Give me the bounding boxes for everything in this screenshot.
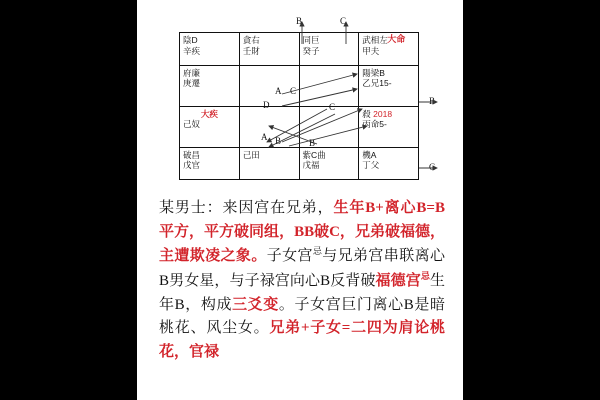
axis-label-c-right: C xyxy=(429,162,436,172)
para-seg-9: 兄弟+子女=二四为肩论桃花，官禄 xyxy=(159,320,445,361)
para-seg-5: 福德宫 xyxy=(375,273,421,290)
table-row xyxy=(180,65,419,106)
para-seg-1: 某男士：来因宫在兄弟， xyxy=(159,200,334,216)
chart-letter-d1: D xyxy=(263,100,270,110)
chart-letter-b2: B xyxy=(309,138,316,148)
chart-grid xyxy=(179,32,419,180)
cell-3-3: 機A 丁父 xyxy=(359,147,419,180)
para-seg-8: 。子女宫巨门离心B是暗桃花、风尘女。 xyxy=(159,296,445,337)
axis-label-b-right: B xyxy=(429,96,436,106)
astrology-chart xyxy=(157,14,443,189)
cell-2-3: 殺 2018 丙命5- xyxy=(359,106,419,147)
table-row xyxy=(180,147,419,180)
cell-3-1: 己田 xyxy=(239,147,299,180)
cell-3-0: 破昌 戊官 xyxy=(180,147,240,180)
para-seg-7: 三爻变 xyxy=(232,296,279,313)
cell-0-3: 武相左 甲夫 大命 xyxy=(359,33,419,66)
axis-label-c-top: C xyxy=(340,16,347,26)
cell-3-2: 紫C曲 戊福 xyxy=(299,147,359,180)
para-seg-3: 子女宫 xyxy=(266,248,313,265)
para-seg-6: 生年B，构成 xyxy=(159,273,445,313)
cell-0-3-badge: 大命 xyxy=(387,34,406,44)
chart-letter-c1: C xyxy=(290,86,297,96)
cell-1-2 xyxy=(299,65,359,106)
axis-label-b-top: B xyxy=(296,16,303,26)
para-seg-2: 生年B+离心B=B平方，平方破同组，BB破C，兄弟破福德，主遭欺凌之象。 xyxy=(159,200,445,265)
chart-letter-c2: C xyxy=(329,102,336,112)
cell-0-1: 貪右 壬財 xyxy=(239,33,299,66)
cell-0-0: 陰D 辛疾 xyxy=(180,33,240,66)
table-row xyxy=(180,33,419,66)
cell-0-2: 同巨 癸子 xyxy=(299,33,359,66)
chart-letter-a1: A xyxy=(275,86,282,96)
chart-letter-a2: A xyxy=(261,132,268,142)
cell-2-2 xyxy=(299,106,359,147)
cell-2-0: 大疾 己奴 xyxy=(180,106,240,147)
cell-2-3-year: 2018 xyxy=(373,108,393,119)
cell-1-3: 陽梁B 乙兄15- xyxy=(359,65,419,106)
para-sup-1: 忌 xyxy=(312,246,323,257)
cell-2-1 xyxy=(239,106,299,147)
table-row xyxy=(180,106,419,147)
cell-1-0: 府廉 庚遷 xyxy=(180,65,240,106)
chart-letter-b1: B xyxy=(275,136,282,146)
analysis-paragraph xyxy=(159,197,445,365)
para-seg-4: 与兄弟宫串联离心B男女星，与子禄宫向心B反背破 xyxy=(159,248,445,290)
document-page xyxy=(137,0,463,400)
para-sup-2: 忌 xyxy=(420,271,430,282)
